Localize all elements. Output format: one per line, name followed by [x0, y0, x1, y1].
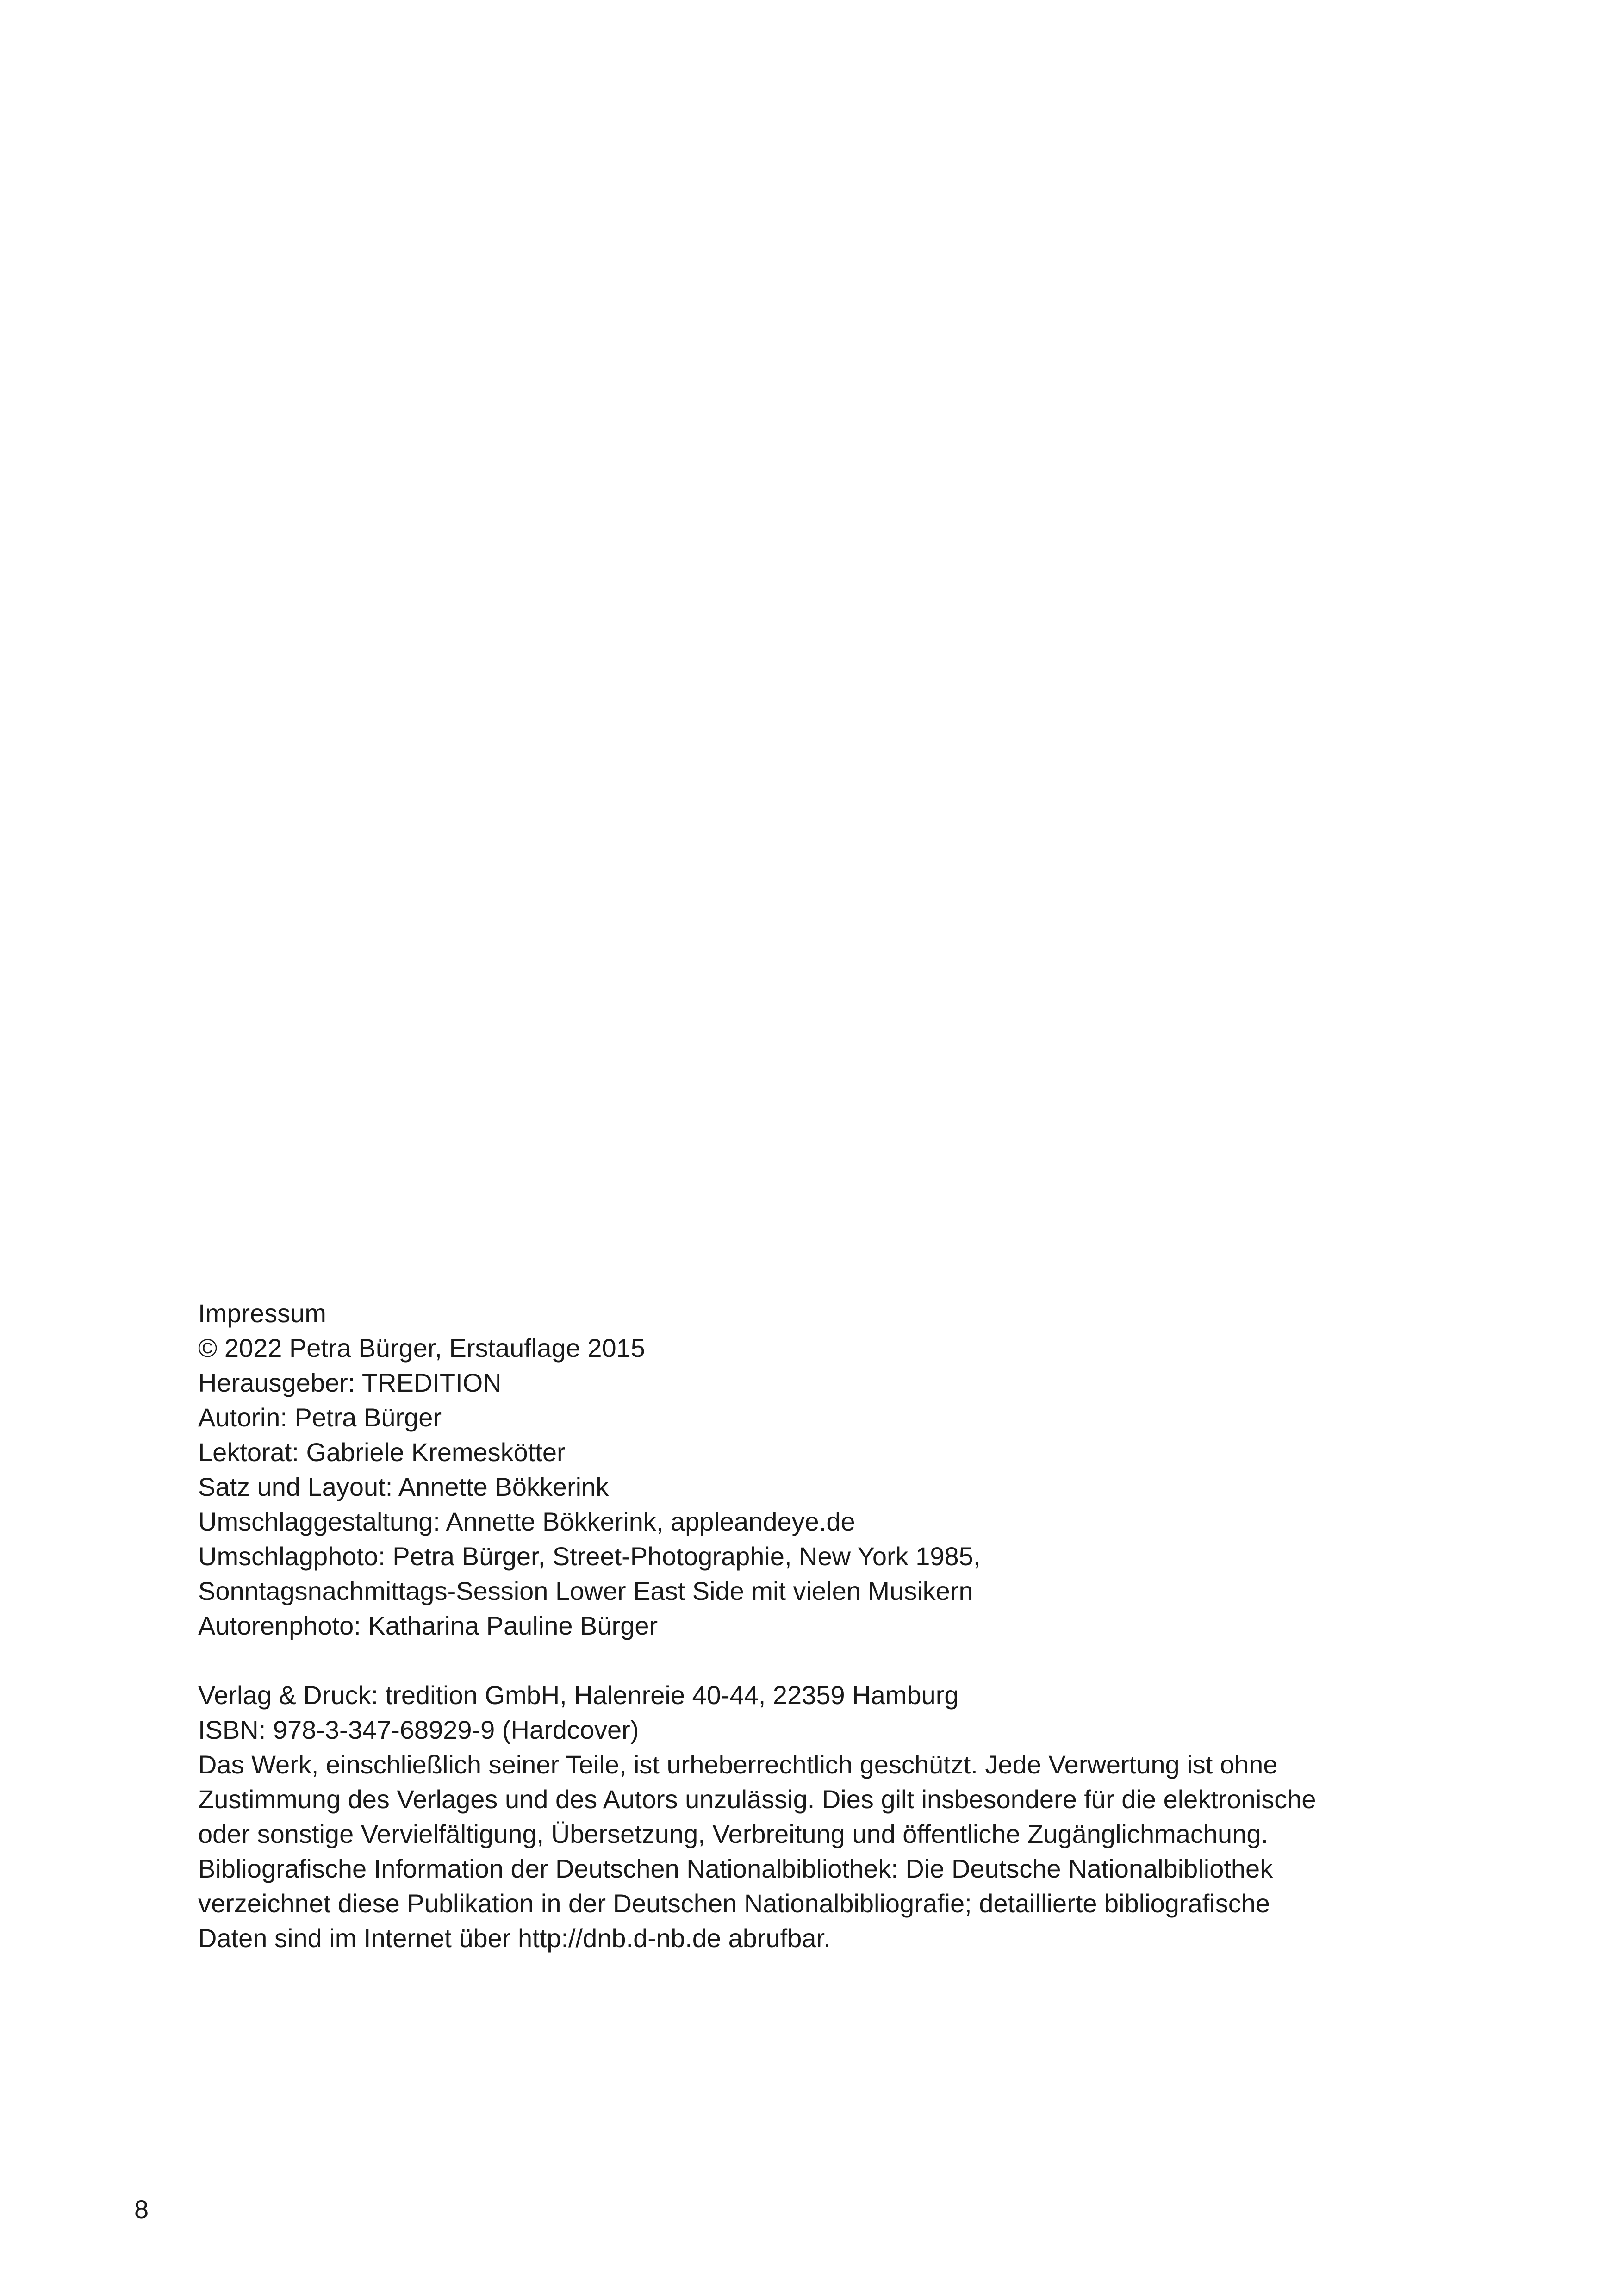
isbn-line: ISBN: 978-3-347-68929-9 (Hardcover) — [198, 1715, 639, 1744]
bibliographic-text-line: Daten sind im Internet über http://dnb.d-nb.de abrufbar. — [198, 1923, 831, 1953]
bibliographic-text-line: Bibliografische Information der Deutschen Nationalbibliothek: Die Deutsche Nationalbibliothek — [198, 1854, 1273, 1883]
copyright-line: © 2022 Petra Bürger, Erstauflage 2015 — [198, 1333, 645, 1363]
rights-text-line: Das Werk, einschließlich seiner Teile, ist urheberrechtlich geschützt. Jede Verwertung ist ohne — [198, 1750, 1278, 1779]
cover-photo-line: Umschlagphoto: Petra Bürger, Street-Photographie, New York 1985, — [198, 1542, 981, 1571]
author-line: Autorin: Petra Bürger — [198, 1403, 442, 1432]
bibliographic-text-line: verzeichnet diese Publikation in der Deutschen Nationalbibliografie; detaillierte bibliografische — [198, 1889, 1270, 1918]
cover-design-line: Umschlaggestaltung: Annette Bökkerink, appleandeye.de — [198, 1507, 855, 1536]
publisher-line: Herausgeber: TREDITION — [198, 1368, 502, 1397]
typesetting-line: Satz und Layout: Annette Bökkerink — [198, 1472, 609, 1501]
editor-line: Lektorat: Gabriele Kremeskötter — [198, 1437, 566, 1467]
rights-text-line: Zustimmung des Verlages und des Autors unzulässig. Dies gilt insbesondere für die elektronische — [198, 1785, 1316, 1814]
imprint-heading: Impressum — [198, 1299, 326, 1328]
section-gap — [198, 1643, 1448, 1678]
page-number: 8 — [134, 2195, 149, 2224]
author-photo-line: Autorenphoto: Katharina Pauline Bürger — [198, 1611, 658, 1640]
cover-photo-line-continued: Sonntagsnachmittags-Session Lower East Side mit vielen Musikern — [198, 1576, 973, 1605]
printing-line: Verlag & Druck: tredition GmbH, Halenreie 40-44, 22359 Hamburg — [198, 1680, 959, 1710]
rights-text-line: oder sonstige Vervielfältigung, Übersetzung, Verbreitung und öffentliche Zugänglichmachung. — [198, 1819, 1269, 1848]
imprint-section — [198, 1296, 1448, 1955]
